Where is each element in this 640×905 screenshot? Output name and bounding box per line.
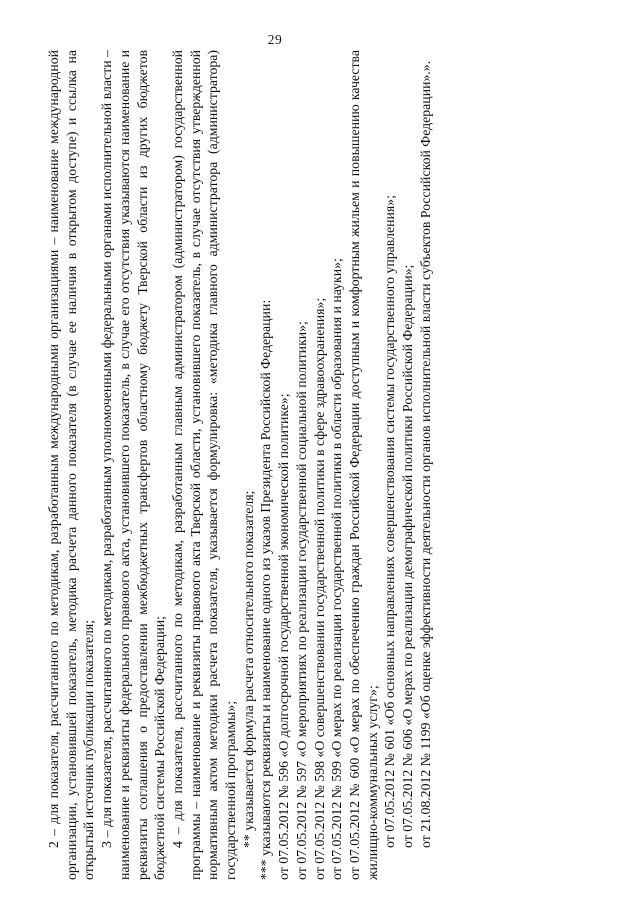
decree-item-598: от 07.05.2012 № 598 «О совершенствовании государственной политики в сфере здравоохранения»; xyxy=(311,297,327,880)
paragraph-footnote-triple-star: *** указываются реквизиты и наименование одного из указов Президента Российской Федерации: xyxy=(258,299,274,880)
document-body xyxy=(45,50,505,880)
decree-item-600: от 07.05.2012 № 600 «О мерах по обеспечению граждан Российской Федерации доступным и комфортным жильем и повышению качества жилищно-коммунальных услуг»; xyxy=(346,50,380,880)
decree-item-601: от 07.05.2012 № 601 «Об основных направлениях совершенствования системы государственного управления»; xyxy=(382,195,398,848)
decree-item-606: от 07.05.2012 № 606 «О мерах по реализации демографической политики Российской Федерации»; xyxy=(400,264,416,848)
decree-item-596: от 07.05.2012 № 596 «О долгосрочной государственной экономической политике»; xyxy=(276,393,292,880)
decree-item-597: от 07.05.2012 № 597 «О мероприятиях по реализации государственной социальной политики»; xyxy=(293,321,309,880)
paragraph-note-4: 4 – для показателя, рассчитанного по методикам, разработанным главным администратором (администратором) государственной программы – наименование и реквизиты правового акта Тверской области, установившего показатель, в случае отсутствия утвержденной нормативным актом методики расчета показателя, указывается формулировка: «методика главного администратора (администратора) государственной программы»; xyxy=(169,50,239,880)
page-number: 29 xyxy=(267,32,283,47)
page-number-container xyxy=(45,30,505,50)
decree-item-599: от 07.05.2012 № 599 «О мерах по реализации государственной политики в области образования и науки»; xyxy=(329,258,345,880)
paragraph-note-2: 2 – для показателя, рассчитанного по методикам, разработанным международными организациями – наименование международной организации, установившей показатель, методика расчета данного показателя (в случае ее наличия в открытом доступе) и ссылка на открытый источник публикации показателя; xyxy=(46,50,97,880)
rotated-page xyxy=(45,30,505,880)
paragraph-footnote-double-star: ** указывается формула расчета относительного показателя; xyxy=(240,490,256,848)
paragraph-note-3: 3 – для показателя, рассчитанного по методикам, разработанным уполномоченными федеральными органами исполнительной власти – наименование и реквизиты федерального правового акта, установившего показатель, в случае его отсутствия указываются наименование и реквизиты соглашения о предоставлении межбюджетных трансфертов областному бюджету Тверской области из других бюджетов бюджетной системы Российской Федерации; xyxy=(99,50,168,880)
decree-item-1199: от 21.08.2012 № 1199 «Об оценке эффективности деятельности органов исполнительной власти субъектов Российской Федерации».». xyxy=(417,60,433,848)
